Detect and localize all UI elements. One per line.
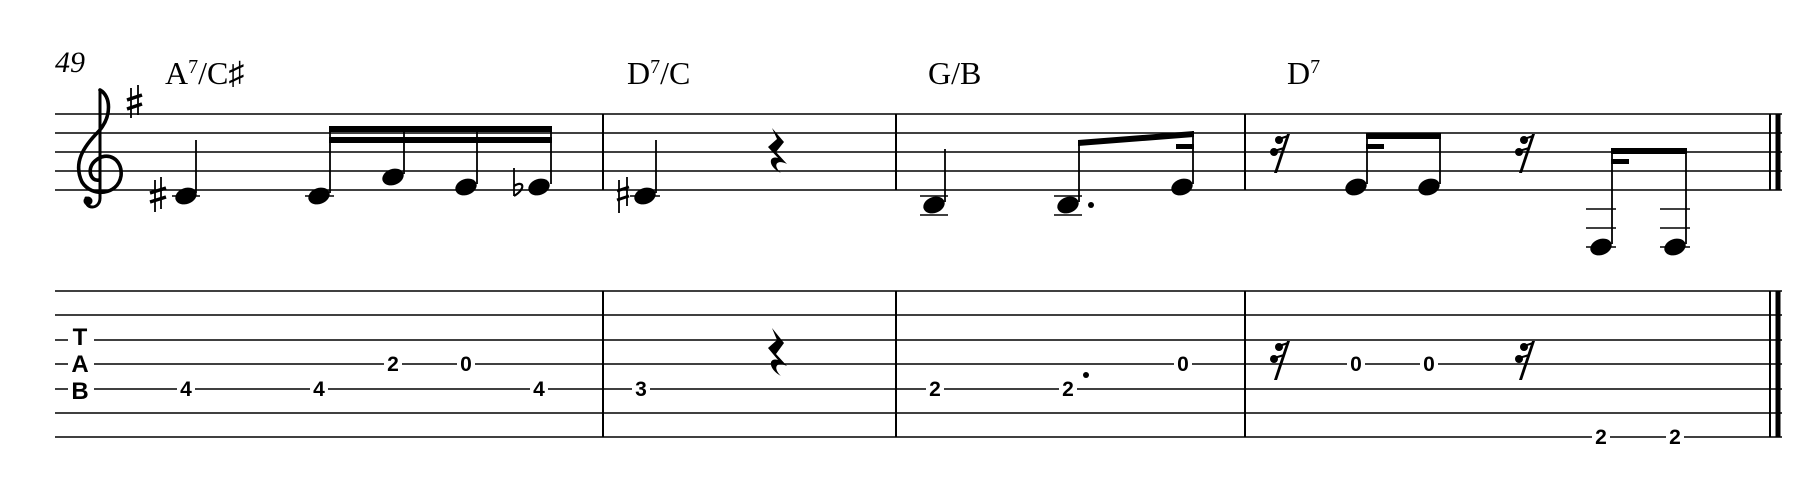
key-signature-sharp-icon	[127, 85, 142, 118]
fret-number: 0	[1177, 353, 1189, 376]
quarter-rest-icon	[768, 328, 787, 376]
tab-clef	[68, 323, 94, 405]
note-head	[1343, 176, 1369, 199]
measure-1-notes	[150, 126, 552, 212]
dot	[1088, 202, 1094, 208]
fret-number: 3	[635, 378, 647, 401]
note-head	[526, 176, 552, 199]
chord-symbol-4: $D^7$	[1287, 55, 1321, 91]
beam	[1611, 159, 1629, 164]
note-head	[380, 166, 406, 189]
flat-icon	[514, 168, 522, 196]
fret-number: 0	[1423, 353, 1435, 376]
measure-number: 49	[55, 46, 85, 79]
beam	[1176, 144, 1194, 149]
natural-icon	[617, 177, 629, 213]
note-head	[1416, 176, 1442, 199]
beam	[1366, 144, 1384, 149]
note-head	[1169, 176, 1195, 199]
note-head	[1662, 236, 1688, 259]
fret-number: 2	[1062, 378, 1074, 401]
sixteenth-rest-icon	[1270, 134, 1290, 173]
beam	[329, 137, 552, 143]
beam	[329, 126, 552, 132]
sixteenth-rest-icon	[1270, 341, 1290, 380]
beam	[1611, 148, 1687, 154]
sharp-icon	[150, 177, 166, 212]
beam	[1366, 133, 1441, 139]
note-head	[453, 176, 479, 199]
fret-number: 0	[1350, 353, 1362, 376]
dot	[1083, 372, 1089, 378]
sixteenth-rest-icon	[1515, 341, 1535, 380]
note-head	[1055, 194, 1081, 217]
fret-number: 2	[929, 378, 941, 401]
fret-number: 0	[460, 353, 472, 376]
fret-number: 4	[533, 378, 545, 401]
fret-number: 4	[180, 378, 192, 401]
note-head	[306, 185, 332, 208]
sixteenth-rest-icon	[1515, 134, 1535, 173]
svg-text:A: A	[71, 351, 89, 378]
measure-3-notes	[920, 131, 1195, 216]
note-head	[632, 185, 658, 208]
note-head	[921, 194, 947, 217]
fret-number: 4	[313, 378, 325, 401]
svg-text:B: B	[71, 378, 89, 405]
chord-symbol-2: $D^7/C$	[627, 55, 691, 91]
fret-number: 2	[1595, 426, 1607, 449]
chord-symbol-1: $A^7/C♯$	[165, 55, 245, 91]
fret-number: 2	[387, 353, 399, 376]
chord-symbol-3: G/B	[928, 55, 982, 91]
quarter-rest-icon	[768, 128, 787, 173]
fret-number: 2	[1669, 426, 1681, 449]
svg-text:T: T	[72, 324, 88, 351]
note-head	[1588, 236, 1614, 259]
